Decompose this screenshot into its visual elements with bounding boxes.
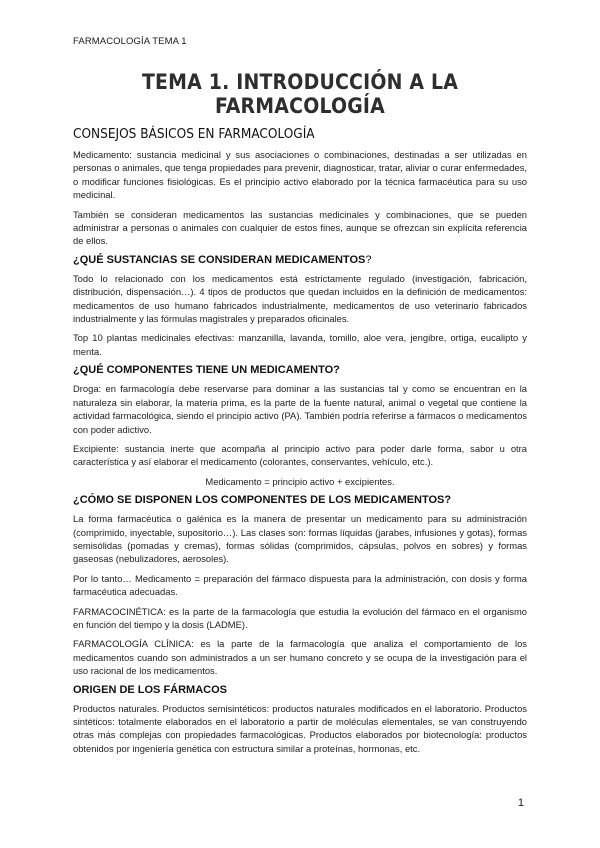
heading-question-mark: ? [365,253,372,266]
paragraph-farmacologia-clinica: FARMACOLOGÍA CLÍNICA: es la parte de la farmacología que analiza el comportamiento de los medicamentos cuando son administrados a un ser humano concreto y se ocupa de la investigación para el uso racional de los medicamentos. [73,638,527,677]
formula-medicamento: Medicamento = principio activo + excipientes. [205,475,395,487]
paragraph-medicamento-definicion: Medicamento: sustancia medicinal y sus asociaciones o combinaciones, destinadas a ser utilizadas en personas o animales, que tenga propiedades para prevenir, diagnosticar, tratar, aliviar o curar enfermedades, o modificar funciones fisiológicas. Es el principio activo elaborado por la técnica farmacéutica para su uso medicinal. [73,149,527,201]
paragraph-droga: Droga: en farmacología debe reservarse para dominar a las sustancias tal y como se encuentran en la naturaleza sin elaborar, la materia prima, es la parte de la fuente natural, animal o vegetal que contiene la actividad farmacológica, siendo el principio activo (PA). También podría referirse a fármacos o medicamentos con poder adictivo. [73,383,527,435]
page-number: 1 [517,797,524,809]
page-header: FARMACOLOGÍA TEMA 1 [73,36,187,47]
heading-text: ¿QUÉ SUSTANCIAS SE CONSIDERAN MEDICAMENTOS [73,253,366,266]
paragraph-forma-farmaceutica: La forma farmacéutica o galénica es la manera de presentar un medicamento para su administración (comprimido, inyectable, supositorio…). Las clases son: formas líquidas (jarabes, infusiones y gotas), formas semisólidas (pomadas y cremas), formas sólidas (comprimidos, cápsulas, polvos en sobres) y formas gaseosas (nebulizadores, aerosoles). [73,513,527,565]
section-heading-consejos: CONSEJOS BÁSICOS EN FARMACOLOGÍA [73,126,315,142]
document-body [73,70,527,761]
paragraph-farmacocinetica: FARMACOCINÉTICA: es la parte de la farmacología que estudia la evolución del fármaco en el organismo en función del tiempo y la dosis (LADME). [73,605,527,630]
section-heading-componentes: ¿QUÉ COMPONENTES TIENE UN MEDICAMENTO? [73,364,340,377]
section-heading-disposicion: ¿CÓMO SE DISPONEN LOS COMPONENTES DE LOS MEDICAMENTOS? [73,494,452,507]
document-title: TEMA 1. INTRODUCCIÓN A LA FARMACOLOGÍA [141,70,459,118]
paragraph-origen-farmacos: Productos naturales. Productos semisintéticos: productos naturales modificados en el laboratorio. Productos sintéticos: totalmente elaborados en el laboratorio a partir de moléculas elementales, se van construyendo otras más complejas con propiedades farmacológicas. Productos elaborados por biotecnología: productos obtenidos por ingeniería genética con estructura similar a proteínas, hormonas, etc. [73,702,527,754]
paragraph-tambien-medicamentos: También se consideran medicamentos las sustancias medicinales y combinaciones, que se pueden administrar a personas o animales con cualquier de estos fines, aunque se ofrezcan sin explícita referencia de ellos. [73,208,527,247]
section-heading-sustancias [73,254,527,266]
paragraph-excipiente: Excipiente: sustancia inerte que acompaña al principio activo para poder darle forma, sabor u otra característica y así elaborar el medicamento (colorantes, conservantes, vehículo, etc.). [73,442,527,468]
paragraph-regulacion: Todo lo relacionado con los medicamentos está estrictamente regulado (investigación, fabricación, distribución, dispensación…). 4 tipos de productos que quedan incluidos en la definición de medicamentos: medicamentos de uso humano fabricados industrialmente, medicamentos de uso veterinario fabricados industrialmente y las fórmulas magistrales y preparados oficinales. [73,272,527,325]
paragraph-por-lo-tanto: Por lo tanto… Medicamento = preparación del fármaco dispuesta para la administración, con dosis y forma farmacéutica adecuadas. [73,572,527,598]
paragraph-plantas-medicinales: Top 10 plantas medicinales efectivas: manzanilla, lavanda, tomillo, aloe vera, jengibre, ortiga, eucalipto y menta. [73,332,527,357]
section-heading-origen: ORIGEN DE LOS FÁRMACOS [73,683,228,696]
